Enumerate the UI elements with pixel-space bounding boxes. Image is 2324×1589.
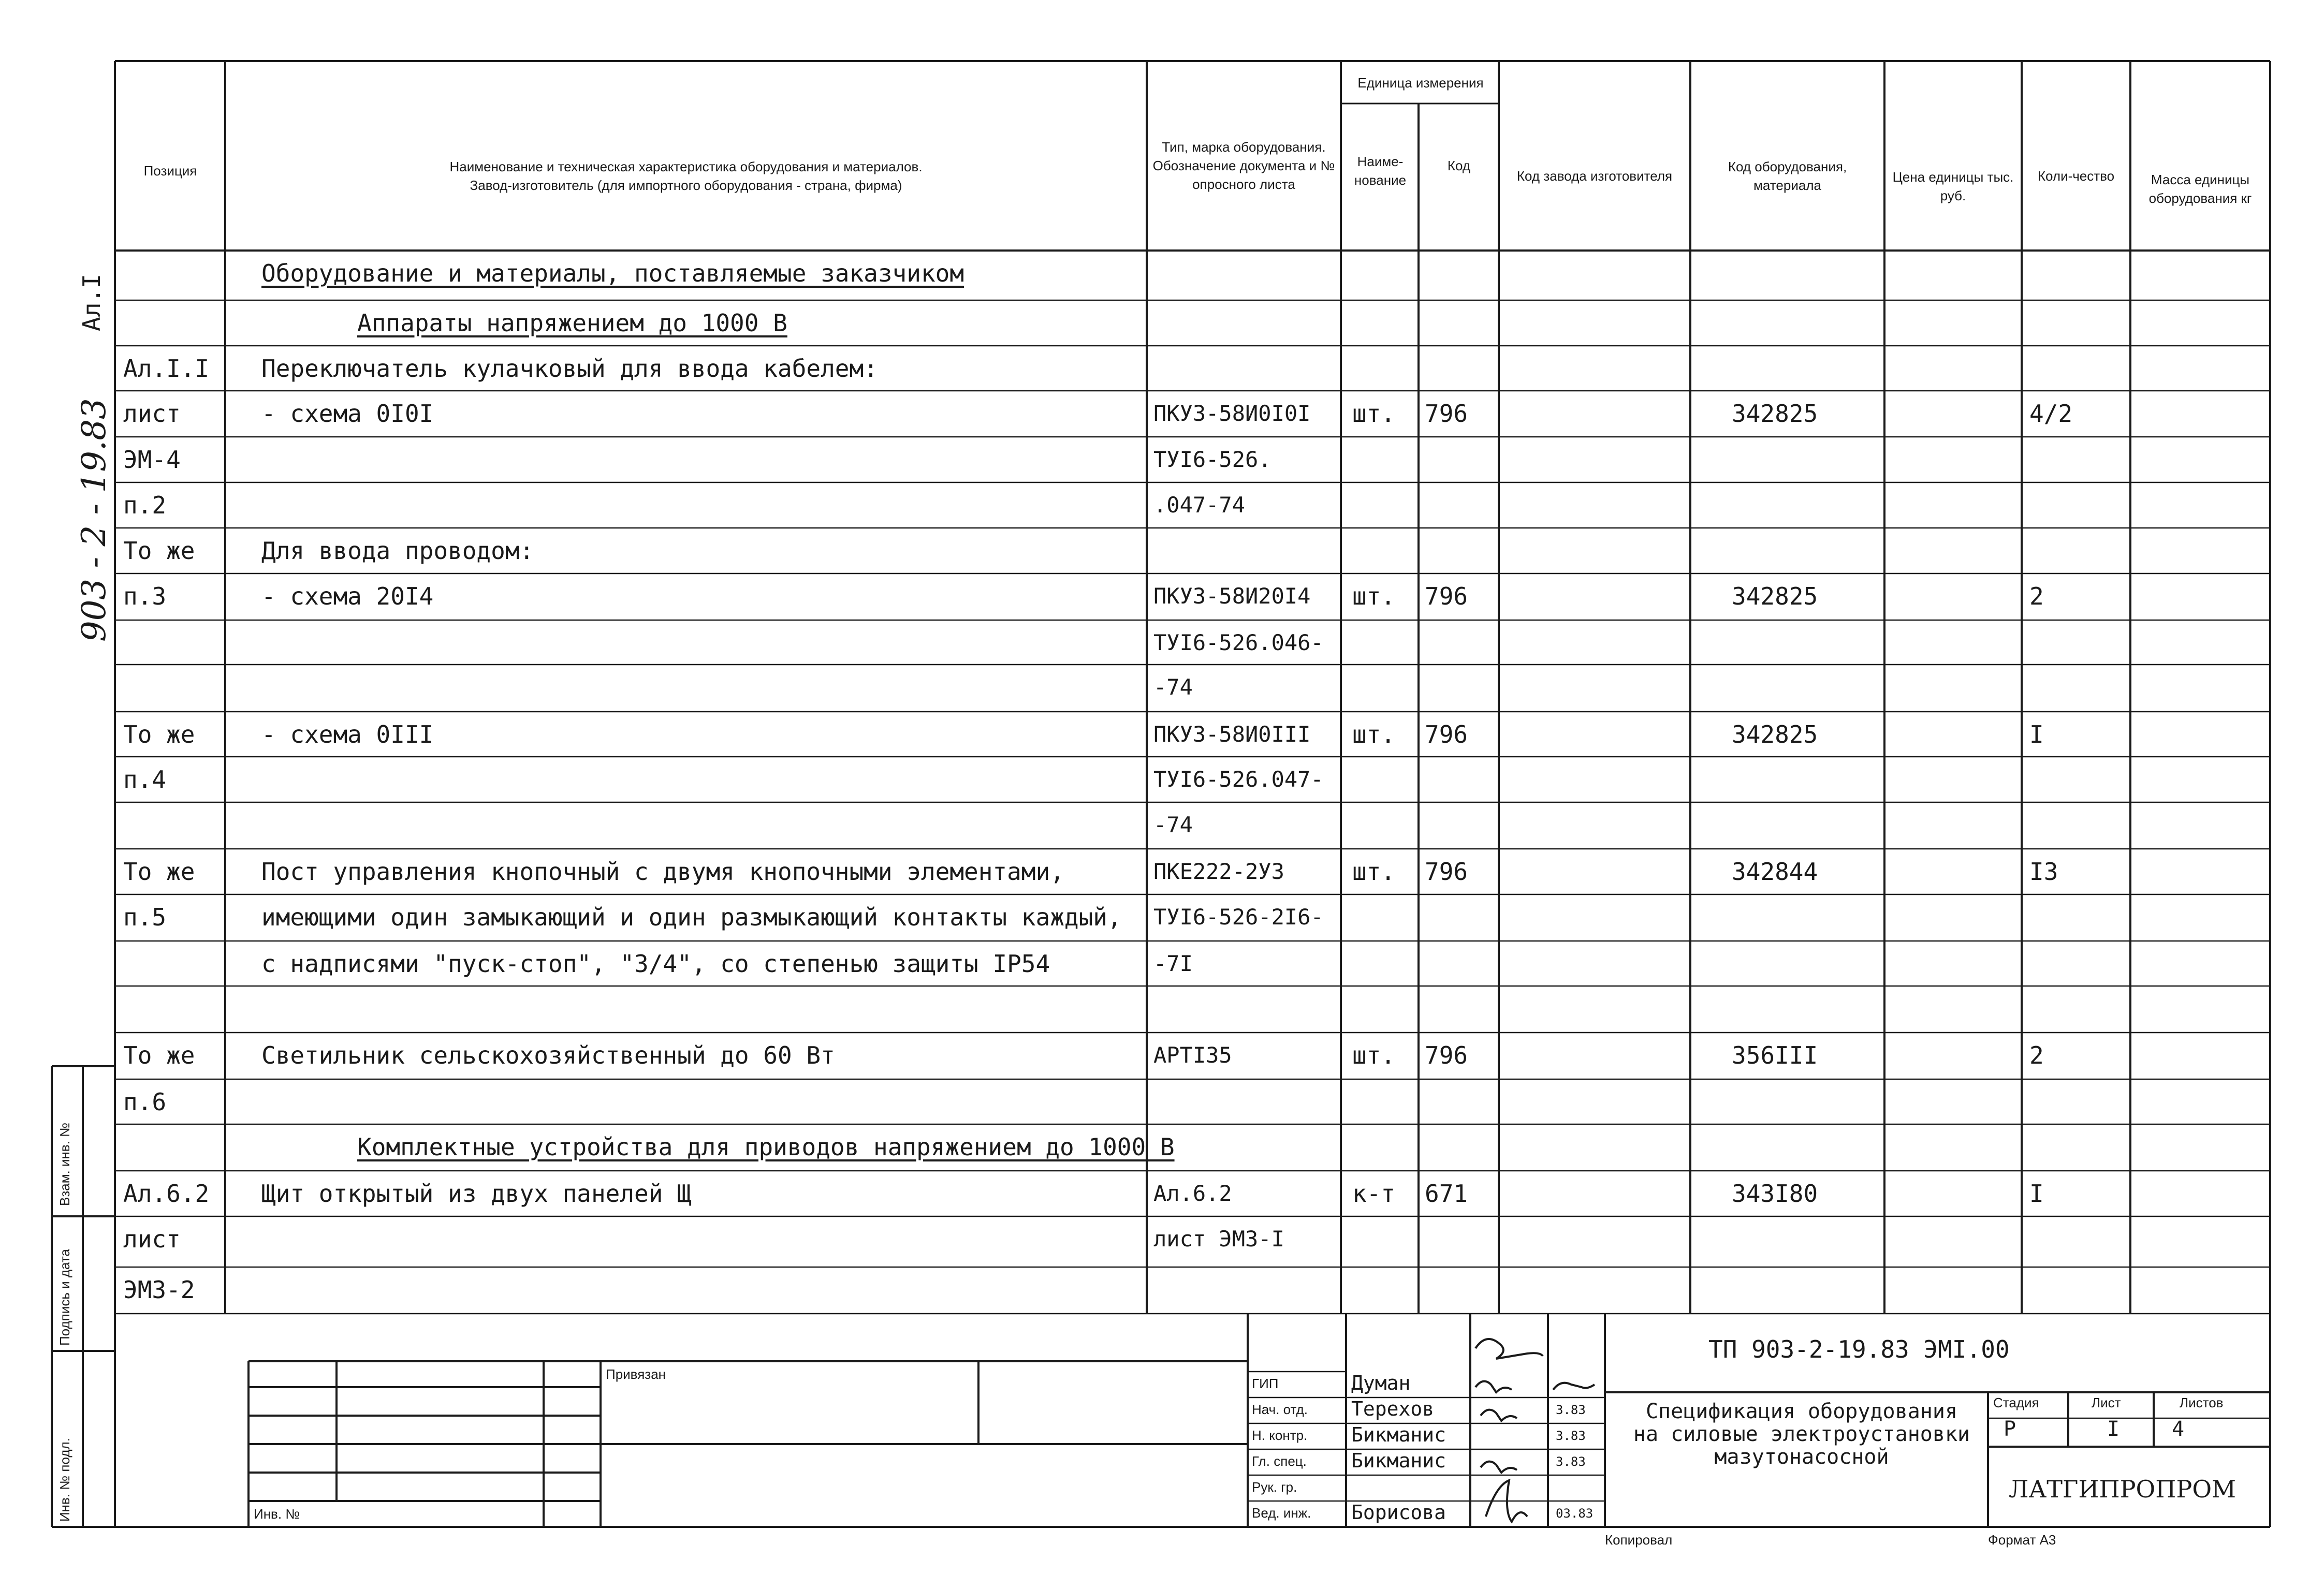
row-qty: I bbox=[2029, 1180, 2044, 1208]
stage-label: Стадия bbox=[1993, 1395, 2039, 1410]
header-unit-code: Код bbox=[1447, 158, 1471, 173]
row-position: То же bbox=[123, 858, 195, 886]
row-unit-code: 796 bbox=[1425, 400, 1468, 428]
row-qty: 4/2 bbox=[2029, 400, 2073, 428]
row-name: Оборудование и материалы, поставляемые заказчиком bbox=[261, 259, 964, 287]
row-unit: шт. bbox=[1352, 400, 1396, 428]
sheets-value: 4 bbox=[2172, 1417, 2185, 1441]
row-position: То же bbox=[123, 537, 195, 565]
header-name bbox=[228, 155, 1144, 197]
row-position: п.6 bbox=[123, 1088, 167, 1116]
copied-label: Копировал bbox=[1605, 1532, 1673, 1548]
row-unit-code: 671 bbox=[1425, 1180, 1468, 1208]
title-block-role: Н. контр. bbox=[1252, 1428, 1308, 1443]
row-name: Переключатель кулачковый для ввода кабелем: bbox=[261, 355, 878, 382]
row-equip-code: 342825 bbox=[1732, 400, 1818, 428]
stage-value: Р bbox=[2004, 1417, 2016, 1441]
row-unit: шт. bbox=[1352, 720, 1396, 748]
title-block-date: 3.83 bbox=[1556, 1454, 1586, 1469]
row-unit: к-т bbox=[1352, 1180, 1396, 1208]
row-name: Для ввода проводом: bbox=[261, 537, 534, 565]
row-type-mark: -74 bbox=[1153, 674, 1193, 700]
row-equip-code: 343I80 bbox=[1732, 1180, 1818, 1208]
row-type-mark: ПКУЗ-58И0I0I bbox=[1153, 401, 1311, 426]
row-name: - схема 0III bbox=[261, 720, 434, 748]
bound-label: Привязан bbox=[606, 1366, 666, 1382]
header-name-line2: Завод-изготовитель (для импортного оборудования - страна, фирма) bbox=[470, 178, 902, 193]
row-equip-code: 356III bbox=[1732, 1041, 1818, 1069]
row-position: ЭМЗ-2 bbox=[123, 1276, 195, 1304]
doc-title: Спецификация оборудования на силовые электроустановки мазутонасосной bbox=[1633, 1400, 1970, 1469]
row-qty: I3 bbox=[2029, 858, 2058, 886]
header-maker-code: Код завода изготовителя bbox=[1516, 168, 1673, 184]
row-position: Ал.6.2 bbox=[123, 1180, 210, 1208]
side-label-replace: Взам. инв. № bbox=[57, 1122, 72, 1206]
row-type-mark: ПКЕ222-2УЗ bbox=[1153, 859, 1284, 884]
title-block-name: Бикманис bbox=[1351, 1449, 1446, 1472]
row-position: То же bbox=[123, 720, 195, 748]
row-name: имеющими один замыкающий и один размыкающий контакты каждый, bbox=[261, 903, 1122, 931]
header-mass: Масса единицы оборудования кг bbox=[2148, 172, 2252, 206]
row-position: лист bbox=[123, 1225, 181, 1253]
title-block-date: 3.83 bbox=[1556, 1429, 1586, 1443]
row-unit: шт. bbox=[1352, 858, 1396, 886]
row-qty: I bbox=[2029, 720, 2044, 748]
row-type-mark: ТУI6-526.046- bbox=[1153, 630, 1324, 655]
format-label: Формат А3 bbox=[1988, 1532, 2056, 1548]
title-block-role: Рук. гр. bbox=[1252, 1479, 1297, 1495]
sheet-value: I bbox=[2107, 1417, 2120, 1441]
organization: ЛАТГИПРОПРОМ bbox=[2009, 1475, 2237, 1503]
row-position: ЭМ-4 bbox=[123, 446, 181, 474]
sheet-label: Лист bbox=[2092, 1395, 2121, 1410]
row-unit-code: 796 bbox=[1425, 582, 1468, 610]
row-type-mark: ТУI6-526-2I6- bbox=[1153, 904, 1324, 930]
side-project-code: 903 - 2 - 19.83 bbox=[75, 398, 113, 642]
title-block-date: 3.83 bbox=[1556, 1403, 1586, 1417]
header-price: Цена единицы тыс. руб. bbox=[1892, 169, 2014, 203]
header-equip-code: Код оборудования, материала bbox=[1728, 159, 1847, 193]
row-position: п.5 bbox=[123, 903, 167, 931]
row-name: - схема 20I4 bbox=[261, 582, 434, 610]
title-block-date: 03.83 bbox=[1556, 1506, 1594, 1521]
header-position: Позиция bbox=[143, 163, 197, 179]
title-block-role: Гл. спец. bbox=[1252, 1453, 1307, 1469]
row-unit: шт. bbox=[1352, 582, 1396, 610]
title-block-role: ГИП bbox=[1252, 1376, 1279, 1391]
side-label-inv: Инв. № подл. bbox=[57, 1438, 72, 1522]
title-block-name: Бикманис bbox=[1351, 1423, 1446, 1446]
row-type-mark: ТУI6-526.047- bbox=[1153, 767, 1324, 792]
inv-label: Инв. № bbox=[254, 1506, 300, 1522]
row-equip-code: 342825 bbox=[1732, 720, 1818, 748]
row-position: Ал.I.I bbox=[123, 355, 210, 382]
row-name: Светильник сельскохозяйственный до 60 Вт bbox=[261, 1041, 835, 1069]
row-position: п.2 bbox=[123, 491, 167, 519]
row-unit-code: 796 bbox=[1425, 858, 1468, 886]
row-name: - схема 0I0I bbox=[261, 400, 434, 428]
sheets-label: Листов bbox=[2180, 1395, 2224, 1410]
row-name: с надписями "пуск-стоп", "3/4", со степенью защиты IP54 bbox=[261, 950, 1050, 978]
row-type-mark: .047-74 bbox=[1153, 492, 1246, 518]
header-type-mark: Тип, марка оборудования. Обозначение документа и № опросного листа bbox=[1152, 139, 1335, 192]
title-block-name: Думан bbox=[1351, 1372, 1411, 1394]
title-block-role: Вед. инж. bbox=[1252, 1505, 1311, 1521]
row-type-mark: -7I bbox=[1153, 951, 1193, 976]
row-qty: 2 bbox=[2029, 582, 2044, 610]
row-equip-code: 342825 bbox=[1732, 582, 1818, 610]
row-type-mark: АРТI35 bbox=[1153, 1042, 1232, 1068]
row-type-mark: ПКУЗ-58И20I4 bbox=[1153, 583, 1311, 609]
row-name: Комплектные устройства для приводов напряжением до 1000 В bbox=[357, 1133, 1175, 1161]
row-unit-code: 796 bbox=[1425, 720, 1468, 748]
row-qty: 2 bbox=[2029, 1041, 2044, 1069]
row-type-mark: ПКУЗ-58И0III bbox=[1153, 722, 1311, 747]
header-unit-name: Наиме-нование bbox=[1354, 154, 1407, 188]
title-block-role: Нач. отд. bbox=[1252, 1402, 1308, 1417]
row-position: п.3 bbox=[123, 582, 167, 610]
row-unit: шт. bbox=[1352, 1041, 1396, 1069]
row-position: То же bbox=[123, 1041, 195, 1069]
title-block-name: Борисова bbox=[1351, 1501, 1446, 1524]
row-position: п.4 bbox=[123, 766, 167, 793]
row-type-mark: -74 bbox=[1153, 812, 1193, 837]
side-label-sign: Подпись и дата bbox=[57, 1248, 72, 1346]
doc-code: ТП 903-2-19.83 ЭМI.00 bbox=[1708, 1335, 2010, 1363]
row-type-mark: ТУI6-526. bbox=[1153, 447, 1271, 472]
row-type-mark: лист ЭМЗ-I bbox=[1153, 1226, 1284, 1252]
header-name-line1: Наименование и техническая характеристика оборудования и материалов. bbox=[449, 159, 923, 174]
title-block-name: Терехов bbox=[1351, 1397, 1435, 1420]
row-position: лист bbox=[123, 400, 181, 428]
row-equip-code: 342844 bbox=[1732, 858, 1818, 886]
row-type-mark: Ал.6.2 bbox=[1153, 1181, 1232, 1206]
side-album: Ал.I bbox=[78, 274, 106, 331]
row-unit-code: 796 bbox=[1425, 1041, 1468, 1069]
row-name: Аппараты напряжением до 1000 В bbox=[357, 309, 787, 337]
header-qty: Коли-чество bbox=[2037, 168, 2115, 184]
row-name: Щит открытый из двух панелей Щ bbox=[261, 1180, 692, 1208]
header-unit-group: Единица измерения bbox=[1357, 75, 1484, 91]
row-name: Пост управления кнопочный с двумя кнопочными элементами, bbox=[261, 858, 1064, 886]
